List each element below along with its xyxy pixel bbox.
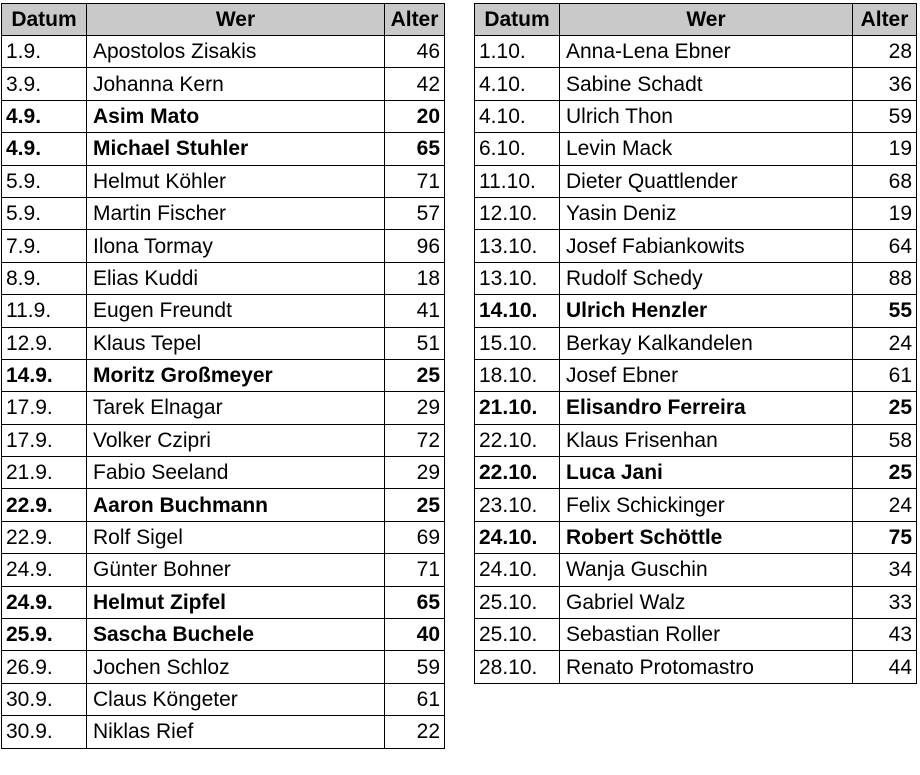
age-cell: 59 (385, 651, 445, 683)
age-cell: 25 (853, 392, 917, 424)
table-row (475, 230, 917, 262)
age-cell: 19 (853, 133, 917, 165)
header-who: Wer (87, 4, 385, 36)
name-cell: Dieter Quattlender (560, 165, 853, 197)
table-row (475, 424, 917, 456)
date-cell: 24.10. (475, 521, 560, 553)
age-cell: 51 (385, 327, 445, 359)
table-row (475, 165, 917, 197)
date-cell: 15.10. (475, 327, 560, 359)
header-who: Wer (560, 4, 853, 36)
name-cell: Asim Mato (87, 100, 385, 132)
age-cell: 72 (385, 424, 445, 456)
table-row (475, 359, 917, 391)
age-cell: 61 (385, 683, 445, 715)
age-cell: 69 (385, 521, 445, 553)
age-cell: 36 (853, 68, 917, 100)
table-row (2, 295, 445, 327)
header-date: Datum (475, 4, 560, 36)
date-cell: 4.9. (2, 100, 87, 132)
table-row (2, 359, 445, 391)
age-cell: 29 (385, 392, 445, 424)
table-row (475, 521, 917, 553)
age-cell: 34 (853, 554, 917, 586)
age-cell: 24 (853, 327, 917, 359)
name-cell: Ulrich Thon (560, 100, 853, 132)
table-row (475, 36, 917, 68)
name-cell: Sascha Buchele (87, 619, 385, 651)
age-cell: 20 (385, 100, 445, 132)
name-cell: Moritz Großmeyer (87, 359, 385, 391)
name-cell: Elias Kuddi (87, 262, 385, 294)
age-cell: 18 (385, 262, 445, 294)
date-cell: 23.10. (475, 489, 560, 521)
age-cell: 88 (853, 262, 917, 294)
date-cell: 22.10. (475, 457, 560, 489)
date-cell: 4.9. (2, 133, 87, 165)
date-cell: 3.9. (2, 68, 87, 100)
name-cell: Niklas Rief (87, 716, 385, 748)
table-row (2, 327, 445, 359)
date-cell: 11.10. (475, 165, 560, 197)
age-cell: 19 (853, 197, 917, 229)
date-cell: 6.10. (475, 133, 560, 165)
date-cell: 22.9. (2, 489, 87, 521)
name-cell: Tarek Elnagar (87, 392, 385, 424)
table-row (2, 100, 445, 132)
date-cell: 1.9. (2, 36, 87, 68)
header-age: Alter (385, 4, 445, 36)
date-cell: 18.10. (475, 359, 560, 391)
name-cell: Luca Jani (560, 457, 853, 489)
date-cell: 30.9. (2, 716, 87, 748)
table-row (2, 424, 445, 456)
table-row (2, 489, 445, 521)
date-cell: 1.10. (475, 36, 560, 68)
name-cell: Josef Ebner (560, 359, 853, 391)
table-row (2, 262, 445, 294)
date-cell: 21.10. (475, 392, 560, 424)
age-cell: 33 (853, 586, 917, 618)
age-cell: 68 (853, 165, 917, 197)
name-cell: Jochen Schloz (87, 651, 385, 683)
name-cell: Helmut Köhler (87, 165, 385, 197)
date-cell: 24.9. (2, 586, 87, 618)
age-cell: 58 (853, 424, 917, 456)
name-cell: Josef Fabiankowits (560, 230, 853, 262)
name-cell: Levin Mack (560, 133, 853, 165)
table-row (2, 133, 445, 165)
age-cell: 29 (385, 457, 445, 489)
table-body-october (475, 36, 917, 684)
date-cell: 25.9. (2, 619, 87, 651)
age-cell: 24 (853, 489, 917, 521)
date-cell: 14.9. (2, 359, 87, 391)
table-row (2, 197, 445, 229)
name-cell: Berkay Kalkandelen (560, 327, 853, 359)
table-header-row (475, 4, 917, 36)
age-cell: 46 (385, 36, 445, 68)
age-cell: 25 (853, 457, 917, 489)
age-cell: 64 (853, 230, 917, 262)
name-cell: Rudolf Schedy (560, 262, 853, 294)
age-cell: 22 (385, 716, 445, 748)
table-body-september (2, 36, 445, 749)
date-cell: 13.10. (475, 230, 560, 262)
name-cell: Rolf Sigel (87, 521, 385, 553)
age-cell: 57 (385, 197, 445, 229)
date-cell: 17.9. (2, 392, 87, 424)
age-cell: 65 (385, 133, 445, 165)
age-cell: 28 (853, 36, 917, 68)
age-cell: 61 (853, 359, 917, 391)
date-cell: 24.10. (475, 554, 560, 586)
table-row (475, 619, 917, 651)
date-cell: 7.9. (2, 230, 87, 262)
table-row (475, 392, 917, 424)
date-cell: 28.10. (475, 651, 560, 683)
age-cell: 59 (853, 100, 917, 132)
date-cell: 14.10. (475, 295, 560, 327)
date-cell: 12.10. (475, 197, 560, 229)
birthday-table-october (474, 3, 917, 684)
date-cell: 25.10. (475, 619, 560, 651)
name-cell: Johanna Kern (87, 68, 385, 100)
age-cell: 42 (385, 68, 445, 100)
table-row (475, 489, 917, 521)
name-cell: Fabio Seeland (87, 457, 385, 489)
name-cell: Yasin Deniz (560, 197, 853, 229)
table-row (475, 554, 917, 586)
date-cell: 12.9. (2, 327, 87, 359)
date-cell: 25.10. (475, 586, 560, 618)
table-row (475, 586, 917, 618)
age-cell: 40 (385, 619, 445, 651)
age-cell: 25 (385, 489, 445, 521)
table-header-row (2, 4, 445, 36)
age-cell: 75 (853, 521, 917, 553)
age-cell: 55 (853, 295, 917, 327)
name-cell: Aaron Buchmann (87, 489, 385, 521)
date-cell: 8.9. (2, 262, 87, 294)
name-cell: Felix Schickinger (560, 489, 853, 521)
date-cell: 22.9. (2, 521, 87, 553)
table-row (2, 619, 445, 651)
name-cell: Gabriel Walz (560, 586, 853, 618)
table-row (2, 586, 445, 618)
date-cell: 11.9. (2, 295, 87, 327)
name-cell: Volker Czipri (87, 424, 385, 456)
header-date: Datum (2, 4, 87, 36)
name-cell: Wanja Guschin (560, 554, 853, 586)
table-row (475, 262, 917, 294)
table-row (2, 165, 445, 197)
table-row (475, 651, 917, 683)
age-cell: 71 (385, 554, 445, 586)
age-cell: 44 (853, 651, 917, 683)
age-cell: 25 (385, 359, 445, 391)
birthday-table-september (1, 3, 445, 749)
age-cell: 41 (385, 295, 445, 327)
table-row (475, 100, 917, 132)
date-cell: 5.9. (2, 165, 87, 197)
table-row (475, 197, 917, 229)
name-cell: Apostolos Zisakis (87, 36, 385, 68)
age-cell: 71 (385, 165, 445, 197)
age-cell: 65 (385, 586, 445, 618)
name-cell: Helmut Zipfel (87, 586, 385, 618)
table-row (2, 651, 445, 683)
table-row (2, 230, 445, 262)
table-row (2, 36, 445, 68)
table-row (2, 716, 445, 748)
table-row (475, 457, 917, 489)
date-cell: 17.9. (2, 424, 87, 456)
table-row (475, 327, 917, 359)
date-cell: 26.9. (2, 651, 87, 683)
name-cell: Renato Protomastro (560, 651, 853, 683)
name-cell: Eugen Freundt (87, 295, 385, 327)
age-cell: 43 (853, 619, 917, 651)
date-cell: 13.10. (475, 262, 560, 294)
table-row (2, 392, 445, 424)
name-cell: Claus Köngeter (87, 683, 385, 715)
name-cell: Robert Schöttle (560, 521, 853, 553)
name-cell: Klaus Frisenhan (560, 424, 853, 456)
table-row (475, 295, 917, 327)
name-cell: Sabine Schadt (560, 68, 853, 100)
name-cell: Klaus Tepel (87, 327, 385, 359)
date-cell: 22.10. (475, 424, 560, 456)
date-cell: 30.9. (2, 683, 87, 715)
name-cell: Martin Fischer (87, 197, 385, 229)
name-cell: Michael Stuhler (87, 133, 385, 165)
table-row (2, 68, 445, 100)
date-cell: 21.9. (2, 457, 87, 489)
name-cell: Sebastian Roller (560, 619, 853, 651)
table-row (2, 683, 445, 715)
name-cell: Ulrich Henzler (560, 295, 853, 327)
age-cell: 96 (385, 230, 445, 262)
name-cell: Günter Bohner (87, 554, 385, 586)
date-cell: 4.10. (475, 68, 560, 100)
table-row (2, 554, 445, 586)
date-cell: 24.9. (2, 554, 87, 586)
name-cell: Ilona Tormay (87, 230, 385, 262)
name-cell: Anna-Lena Ebner (560, 36, 853, 68)
date-cell: 4.10. (475, 100, 560, 132)
table-row (2, 521, 445, 553)
name-cell: Elisandro Ferreira (560, 392, 853, 424)
table-row (2, 457, 445, 489)
header-age: Alter (853, 4, 917, 36)
table-row (475, 68, 917, 100)
table-row (475, 133, 917, 165)
date-cell: 5.9. (2, 197, 87, 229)
